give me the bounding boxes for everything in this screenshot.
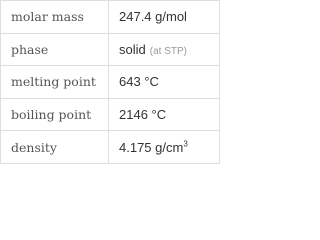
property-value: 2146 °C [119,107,167,123]
property-value-cell [109,1,220,34]
property-label: boiling point [1,98,109,131]
unit-exponent: 3 [183,139,188,149]
property-note: (at STP) [149,45,187,57]
property-value: 4.175 g/cm [119,139,184,155]
table-row-phase [1,33,220,66]
property-value-cell [109,33,220,66]
table-row-boiling-point [1,98,220,131]
table-row-density [1,131,220,164]
property-label: phase [1,33,109,66]
property-label: melting point [1,66,109,99]
table-row-melting-point [1,66,220,99]
property-label: density [1,131,109,164]
properties-table [0,0,220,164]
property-value-cell [109,66,220,99]
property-value: 247.4 g/mol [119,9,187,25]
property-value-cell [109,131,220,164]
property-value: 643 °C [119,74,159,90]
table-row-molar-mass [1,1,220,34]
property-value: solid [119,41,146,57]
property-value-cell [109,98,220,131]
properties-panel [0,0,219,164]
property-label: molar mass [1,1,109,34]
